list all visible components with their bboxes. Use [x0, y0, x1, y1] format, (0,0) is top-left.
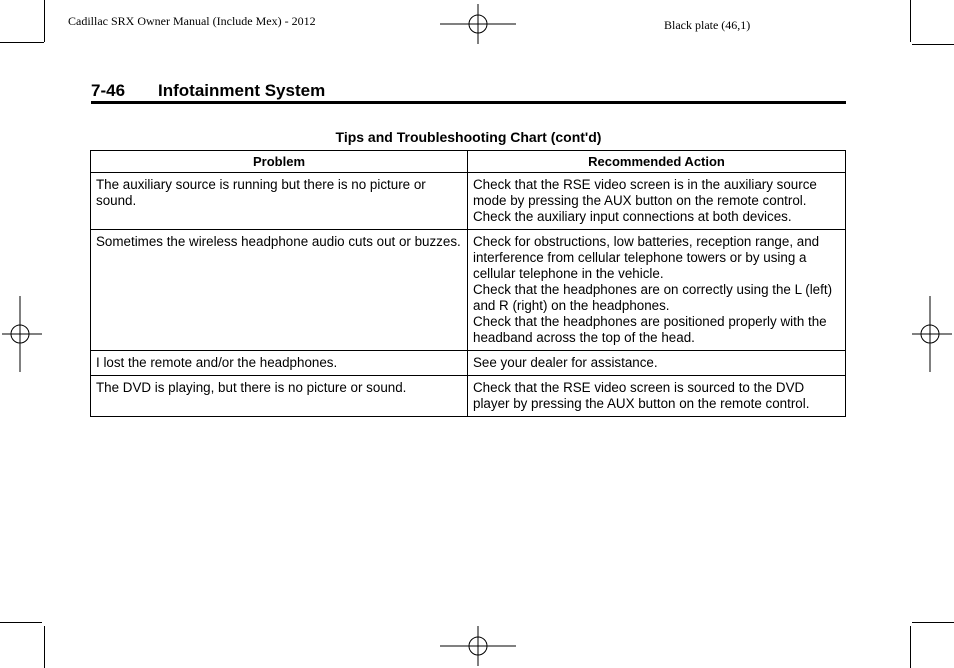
problem-cell: The DVD is playing, but there is no picture or sound.	[91, 376, 468, 417]
section-title: Infotainment System	[158, 81, 326, 100]
action-cell	[468, 173, 846, 230]
action-line: Check that the headphones are on correctly using the L (left) and R (right) on the headphones.	[473, 282, 833, 313]
troubleshooting-table	[90, 150, 846, 417]
registration-mark-icon	[440, 626, 516, 666]
table-row	[91, 173, 846, 230]
action-line: Check the auxiliary input connections at both devices.	[473, 209, 792, 224]
crop-mark	[912, 622, 954, 623]
registration-mark-icon	[912, 296, 952, 372]
problem-cell: Sometimes the wireless headphone audio cuts out or buzzes.	[91, 230, 468, 351]
registration-mark-icon	[2, 296, 42, 372]
table-row	[91, 230, 846, 351]
table-header-row	[91, 151, 846, 173]
action-line: Check that the RSE video screen is in the auxiliary source mode by pressing the AUX button on the remote control.	[473, 177, 817, 208]
crop-mark	[910, 626, 911, 668]
action-cell	[468, 230, 846, 351]
crop-mark	[910, 0, 911, 42]
crop-mark	[0, 42, 44, 43]
problem-cell: The auxiliary source is running but there is no picture or sound.	[91, 173, 468, 230]
crop-mark	[0, 622, 42, 623]
action-line: See your dealer for assistance.	[473, 355, 658, 370]
crop-mark	[912, 44, 954, 45]
action-cell	[468, 351, 846, 376]
problem-cell: I lost the remote and/or the headphones.	[91, 351, 468, 376]
action-line: Check that the RSE video screen is sourced to the DVD player by pressing the AUX button on the remote control.	[473, 380, 810, 411]
chart-title: Tips and Troubleshooting Chart (cont'd)	[335, 129, 602, 145]
action-line: Check that the headphones are positioned properly with the headband across the top of the head.	[473, 314, 827, 345]
registration-mark-icon	[440, 4, 516, 44]
table-row	[91, 351, 846, 376]
crop-mark	[44, 0, 45, 42]
page-number: 7-46	[91, 81, 126, 100]
header-plate-info: Black plate (46,1)	[664, 18, 751, 32]
table-row	[91, 376, 846, 417]
column-header-problem: Problem	[91, 151, 468, 173]
action-cell	[468, 376, 846, 417]
section-heading	[91, 81, 846, 101]
header-manual-title: Cadillac SRX Owner Manual (Include Mex) - 2012	[68, 14, 316, 28]
section-divider	[91, 101, 846, 104]
column-header-action: Recommended Action	[468, 151, 846, 173]
crop-mark	[44, 626, 45, 668]
action-line: Check for obstructions, low batteries, reception range, and interference from cellular telephone towers or by using a cellular telephone in the vehicle.	[473, 234, 820, 281]
